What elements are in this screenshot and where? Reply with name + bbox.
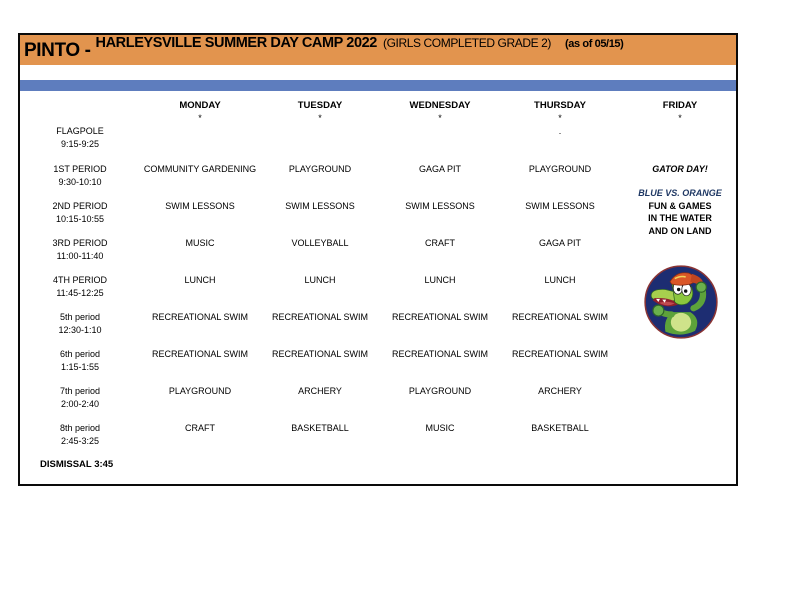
period-label-cell [20, 125, 140, 150]
period-label: 8th period [59, 423, 101, 433]
period-time: 12:30-1:10 [58, 324, 102, 335]
schedule-cell: RECREATIONAL SWIM [511, 312, 608, 322]
day-marker: * [318, 112, 322, 123]
period-time: 1:15-1:55 [60, 361, 100, 372]
schedule-row-6th-period [20, 348, 740, 373]
schedule-sheet [18, 33, 738, 486]
schedule-cell: SWIM LESSONS [285, 201, 355, 211]
day-marker: * [558, 112, 562, 123]
day-header-thursday: THURSDAY * [500, 100, 620, 124]
schedule-cell: BASKETBALL [291, 423, 349, 433]
schedule-cell: ARCHERY [298, 386, 342, 396]
schedule-cell: CRAFT [185, 423, 215, 433]
period-label: 1ST PERIOD [53, 164, 107, 174]
divider-stripe [20, 80, 736, 91]
schedule-cell [620, 422, 740, 447]
period-time: 11:45-12:25 [56, 287, 104, 298]
schedule-cell: PLAYGROUND [288, 164, 352, 174]
day-marker: * [438, 112, 442, 123]
period-label-cell [20, 348, 140, 373]
schedule-cell: MUSIC [425, 423, 455, 433]
schedule-row-8th-period [20, 422, 740, 447]
as-of-date: (as of 05/15) [565, 38, 624, 50]
schedule-cell: LUNCH [184, 275, 216, 285]
schedule-row-flagpole [20, 125, 740, 150]
period-label-cell [20, 274, 140, 299]
period-label-cell [20, 200, 140, 225]
day-header-wednesday: WEDNESDAY * [380, 100, 500, 124]
note-line: BLUE VS. ORANGE [638, 188, 722, 198]
schedule-cell: SWIM LESSONS [165, 201, 235, 211]
schedule-cell-gator-day: GATOR DAY! [652, 164, 708, 174]
period-label-cell [20, 422, 140, 447]
friday-notes [620, 187, 740, 237]
schedule-cell: CRAFT [425, 238, 455, 248]
period-label: 7th period [59, 386, 101, 396]
period-time: 2:45-3:25 [60, 435, 100, 446]
day-header-monday: MONDAY * [140, 100, 260, 124]
schedule-cell: SWIM LESSONS [405, 201, 475, 211]
corner-cell [20, 100, 140, 124]
schedule-cell: ARCHERY [538, 386, 582, 396]
day-header-tuesday: TUESDAY * [260, 100, 380, 124]
schedule-row-7th-period [20, 385, 740, 410]
schedule-cell: PLAYGROUND [408, 386, 472, 396]
period-time: 9:30-10:10 [58, 176, 102, 187]
schedule-cell [260, 125, 380, 150]
title-bar [20, 35, 736, 65]
schedule-cell [620, 385, 740, 410]
schedule-cell: GAGA PIT [418, 164, 461, 174]
period-label: 5th period [59, 312, 101, 322]
schedule-cell: PLAYGROUND [168, 386, 232, 396]
period-time: 9:15-9:25 [60, 138, 100, 149]
period-time: 2:00-2:40 [60, 398, 100, 409]
dismissal-label: DISMISSAL 3:45 [40, 459, 114, 470]
schedule-cell: . [558, 126, 562, 136]
period-time: 11:00-11:40 [56, 250, 104, 261]
schedule-cell: RECREATIONAL SWIM [511, 349, 608, 359]
schedule-cell [620, 348, 740, 373]
schedule-cell: BASKETBALL [531, 423, 589, 433]
schedule-cell: SWIM LESSONS [525, 201, 595, 211]
schedule-cell: RECREATIONAL SWIM [271, 312, 368, 322]
schedule-cell: LUNCH [304, 275, 336, 285]
period-label-cell [20, 163, 140, 188]
period-label: FLAGPOLE [56, 126, 104, 136]
group-name: PINTO - [24, 39, 91, 61]
schedule-cell: RECREATIONAL SWIM [151, 312, 248, 322]
period-label: 2ND PERIOD [52, 201, 108, 211]
schedule-cell: RECREATIONAL SWIM [151, 349, 248, 359]
day-marker: * [198, 112, 202, 123]
schedule-cell [380, 125, 500, 150]
schedule-row-5th-period [20, 311, 740, 336]
page-title: HARLEYSVILLE SUMMER DAY CAMP 2022 [95, 35, 377, 51]
period-label-cell [20, 311, 140, 336]
schedule-cell: COMMUNITY GARDENING [143, 164, 257, 174]
schedule-cell: RECREATIONAL SWIM [271, 349, 368, 359]
period-label-cell [20, 385, 140, 410]
schedule-cell [620, 237, 740, 262]
schedule-cell: PLAYGROUND [528, 164, 592, 174]
schedule-cell: VOLLEYBALL [291, 238, 349, 248]
day-header-row [20, 100, 740, 124]
schedule-cell: LUNCH [544, 275, 576, 285]
schedule-cell [140, 125, 260, 150]
schedule-row-4th-period [20, 274, 740, 299]
note-line: FUN & GAMES [648, 200, 712, 211]
schedule-cell: LUNCH [424, 275, 456, 285]
period-label: 6th period [59, 349, 101, 359]
title-subtitle: (GIRLS COMPLETED GRADE 2) [382, 36, 552, 50]
day-marker: * [678, 112, 682, 123]
note-line: AND ON LAND [648, 225, 712, 236]
period-label: 3RD PERIOD [52, 238, 108, 248]
period-label-cell [20, 237, 140, 262]
gator-mascot-icon [642, 263, 720, 341]
period-label: 4TH PERIOD [52, 275, 107, 285]
note-line: IN THE WATER [648, 213, 712, 223]
schedule-row-3rd-period [20, 237, 740, 262]
schedule-cell: RECREATIONAL SWIM [391, 349, 488, 359]
schedule-cell [620, 125, 740, 150]
schedule-row-1st-period [20, 163, 740, 188]
day-header-friday: FRIDAY * [620, 100, 740, 124]
schedule-cell: MUSIC [185, 238, 215, 248]
schedule-cell: GAGA PIT [538, 238, 581, 248]
period-time: 10:15-10:55 [55, 213, 105, 224]
schedule-cell: RECREATIONAL SWIM [391, 312, 488, 322]
